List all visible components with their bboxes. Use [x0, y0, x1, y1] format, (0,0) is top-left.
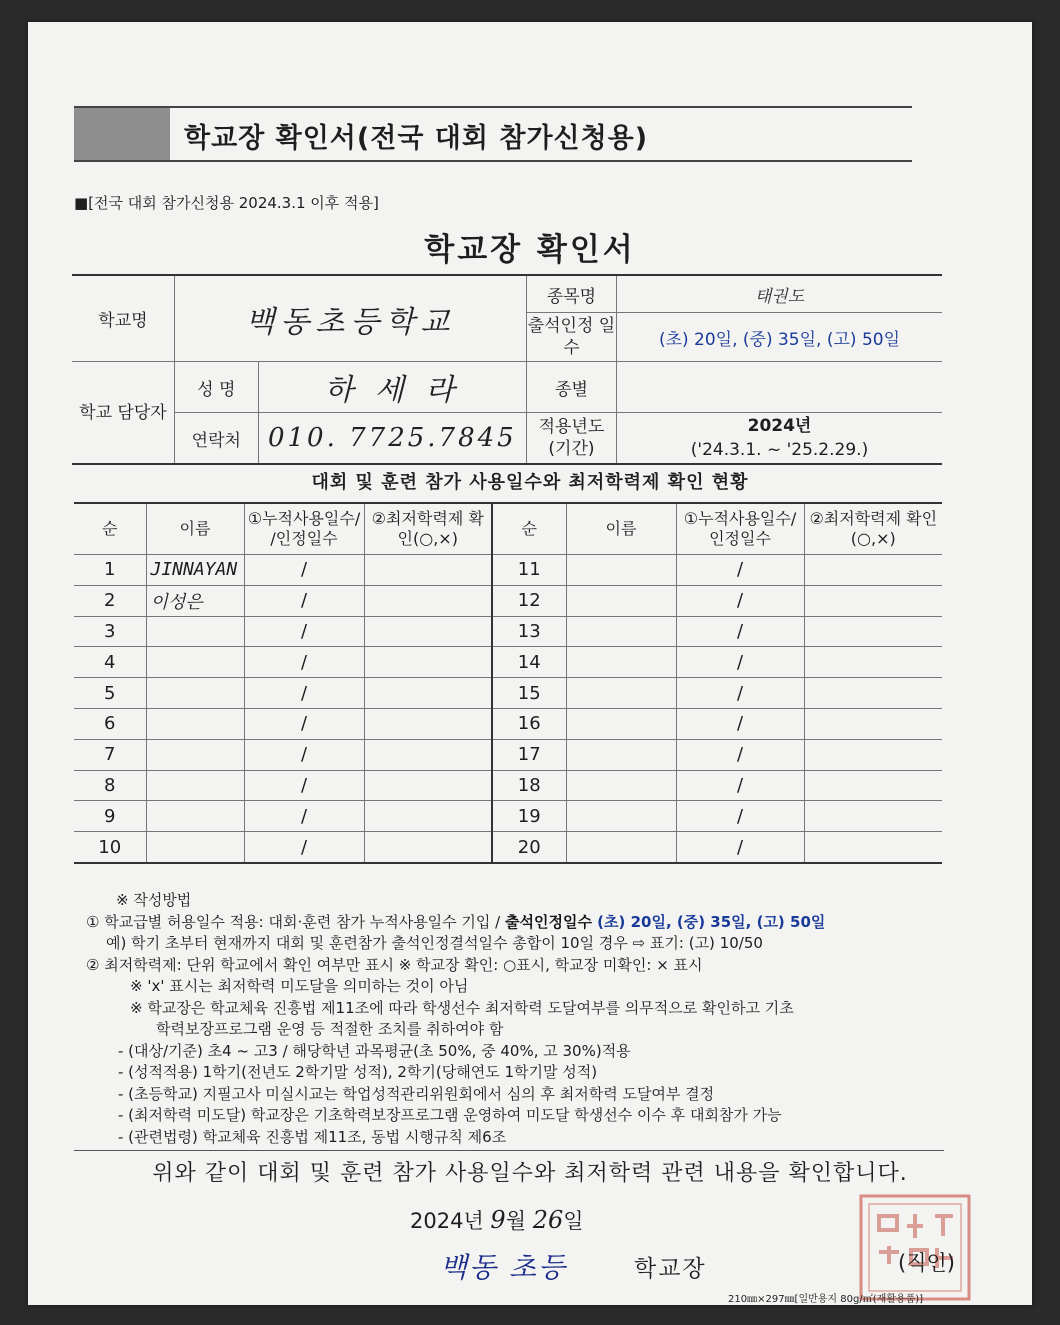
row-no: 17 [492, 739, 566, 770]
row-name [566, 678, 676, 709]
method-line-6: 학력보장프로그램 운영 등 적절한 조치를 취하여야 함 [156, 1020, 504, 1038]
row-min [804, 585, 942, 616]
row-no: 18 [492, 770, 566, 801]
row-min [804, 801, 942, 832]
row-days: / [676, 616, 804, 647]
row-min [804, 555, 942, 586]
year-label: 적용년도 (기간) [526, 413, 616, 465]
contact-group-label: 학교 담당자 [72, 362, 174, 465]
row-no: 19 [492, 801, 566, 832]
row-name [146, 678, 244, 709]
row-name [566, 616, 676, 647]
header-min-right: ②최저학력제 확인(○,×) [804, 503, 942, 555]
banner-title: 학교장 확인서(전국 대회 참가신청용) [184, 123, 649, 154]
row-no: 6 [74, 708, 146, 739]
row-days: / [676, 801, 804, 832]
method-heading: ※ 작성방법 [116, 891, 192, 909]
method-line-5: ※ 학교장은 학교체육 진흥법 제11조에 따라 학생선수 최저학력 도달여부를 의무적으로 확인하고 기초 [130, 998, 794, 1017]
table-row [74, 708, 942, 739]
writing-method [86, 890, 986, 1148]
banner [74, 106, 912, 162]
row-no: 15 [492, 678, 566, 709]
row-min [364, 555, 492, 586]
method-line-2: 예) 학기 초부터 현재까지 대회 및 훈련참가 출석인정결석일수 총합이 10일 경우 ⇨ 표기: (고) 10/50 [106, 934, 763, 952]
divider [74, 1150, 944, 1151]
row-name [146, 801, 244, 832]
row-days: / [676, 832, 804, 863]
row-no: 5 [74, 678, 146, 709]
method-line-9: - (초등학교) 지필고사 미실시교는 학업성적관리위원회에서 심의 후 최저학력 도달여부 결정 [118, 1084, 715, 1103]
paper-spec: 210㎜×297㎜[일반용지 80g/㎡(재활용품)] [728, 1294, 924, 1305]
row-days: / [244, 616, 364, 647]
row-name [566, 647, 676, 678]
row-min [364, 801, 492, 832]
row-days: / [676, 555, 804, 586]
row-name: JINNAYAN [146, 555, 244, 586]
table-row [74, 801, 942, 832]
row-name [566, 555, 676, 586]
row-days: / [244, 739, 364, 770]
main-title: 학교장 확인서 [424, 232, 636, 268]
row-min [804, 708, 942, 739]
school-label: 학교명 [72, 275, 174, 362]
row-days: / [676, 708, 804, 739]
row-days: / [244, 801, 364, 832]
method-line-1: ① 학교급별 허용일수 적용: 대회·훈련 참가 누적사용일수 기입 / 출석인정일수 (초) 20일, (중) 35일, (고) 50일 [86, 912, 826, 931]
row-no: 16 [492, 708, 566, 739]
row-name [146, 770, 244, 801]
phone-value: 010. 7725.7845 [258, 413, 526, 465]
table-row [74, 739, 942, 770]
row-no: 8 [74, 770, 146, 801]
row-min [804, 616, 942, 647]
table-row [74, 616, 942, 647]
header-min-left: ②최저학력제 확인(○,×) [364, 503, 492, 555]
row-no: 10 [74, 832, 146, 863]
row-no: 13 [492, 616, 566, 647]
row-min [364, 832, 492, 863]
row-name: 이성은 [146, 585, 244, 616]
row-days: / [676, 770, 804, 801]
row-days: / [244, 770, 364, 801]
row-min [364, 585, 492, 616]
row-no: 2 [74, 585, 146, 616]
section-title: 대회 및 훈련 참가 사용일수와 최저학력제 확인 현황 [311, 472, 749, 493]
sport-label: 종목명 [526, 275, 616, 313]
banner-gray-block [74, 108, 170, 160]
phone-label: 연락처 [174, 413, 258, 465]
row-min [364, 739, 492, 770]
row-no: 1 [74, 555, 146, 586]
principal-label: 학교장 [634, 1256, 707, 1282]
row-days: / [244, 555, 364, 586]
row-days: / [676, 678, 804, 709]
row-min [804, 678, 942, 709]
row-no: 7 [74, 739, 146, 770]
row-name [566, 585, 676, 616]
row-days: / [244, 585, 364, 616]
method-line-4: ※ 'x' 표시는 최저학력 미도달을 의미하는 것이 아님 [130, 977, 469, 995]
period-text: ('24.3.1. ~ '25.2.29.) [690, 440, 869, 460]
table-row [74, 647, 942, 678]
header-no-left: 순 [74, 503, 146, 555]
table-row [74, 770, 942, 801]
row-no: 12 [492, 585, 566, 616]
attendance-label: 출석인정 일수 [526, 313, 616, 362]
table-row [74, 585, 942, 616]
row-name [146, 647, 244, 678]
category-value [616, 362, 942, 413]
row-name [146, 832, 244, 863]
issue-date: 2024년 9월 26일 [410, 1206, 584, 1234]
row-name [566, 832, 676, 863]
name-label: 성 명 [174, 362, 258, 413]
row-name [146, 616, 244, 647]
row-name [566, 770, 676, 801]
name-value: 하 세 라 [258, 362, 526, 413]
method-line-7: - (대상/기준) 초4 ~ 고3 / 해당학년 과목평균(초 50%, 중 40%, 고 30%)적용 [118, 1041, 631, 1060]
header-no-right: 순 [492, 503, 566, 555]
row-name [146, 739, 244, 770]
row-no: 14 [492, 647, 566, 678]
row-min [364, 616, 492, 647]
row-min [804, 832, 942, 863]
method-line-3: ② 최저학력제: 단위 학교에서 확인 여부만 표시 ※ 학교장 확인: ○표시, 학교장 미확인: × 표시 [86, 955, 703, 974]
row-days: / [676, 647, 804, 678]
method-line-10: - (최저학력 미도달) 학교장은 기초학력보장프로그램 운영하여 미도달 학생선수 이수 후 대회참가 가능 [118, 1106, 782, 1124]
row-min [364, 678, 492, 709]
row-no: 20 [492, 832, 566, 863]
row-days: / [244, 678, 364, 709]
row-min [364, 770, 492, 801]
row-days: / [244, 708, 364, 739]
row-days: / [244, 647, 364, 678]
row-min [364, 708, 492, 739]
row-no: 11 [492, 555, 566, 586]
table-row [74, 678, 942, 709]
participant-table [74, 502, 942, 864]
school-value: 백동초등학교 [174, 275, 526, 362]
row-min [804, 770, 942, 801]
category-label: 종별 [526, 362, 616, 413]
row-name [566, 801, 676, 832]
method-line-11: - (관련법령) 학교체육 진흥법 제11조, 동법 시행규칙 제6조 [118, 1127, 507, 1146]
confirm-text: 위와 같이 대회 및 훈련 참가 사용일수와 최저학력 관련 내용을 확인합니다. [152, 1161, 908, 1186]
top-note: ■[전국 대회 참가신청용 2024.3.1 이후 적용] [74, 194, 379, 212]
table-row [74, 832, 942, 863]
seal-label: (직인) [898, 1251, 955, 1275]
year-value [616, 413, 942, 465]
row-name [566, 739, 676, 770]
row-days: / [676, 739, 804, 770]
header-days-right: ①누적사용일수/ 인정일수 [676, 503, 804, 555]
sport-value: 태권도 [616, 275, 942, 313]
row-no: 4 [74, 647, 146, 678]
row-days: / [244, 832, 364, 863]
header-days-left: ①누적사용일수/ /인정일수 [244, 503, 364, 555]
table-row [74, 555, 942, 586]
header-name-left: 이름 [146, 503, 244, 555]
row-days: / [676, 585, 804, 616]
row-name [566, 708, 676, 739]
row-min [804, 739, 942, 770]
row-no: 3 [74, 616, 146, 647]
row-no: 9 [74, 801, 146, 832]
row-name [146, 708, 244, 739]
row-min [364, 647, 492, 678]
handwritten-signature: 백동 초등 [440, 1251, 568, 1284]
year-text: 2024년 [747, 416, 812, 436]
header-name-right: 이름 [566, 503, 676, 555]
row-min [804, 647, 942, 678]
attendance-value: (초) 20일, (중) 35일, (고) 50일 [616, 313, 942, 362]
info-table [72, 274, 942, 465]
method-line-8: - (성적적용) 1학기(전년도 2학기말 성적), 2학기(당해연도 1학기말 성적) [118, 1063, 598, 1081]
